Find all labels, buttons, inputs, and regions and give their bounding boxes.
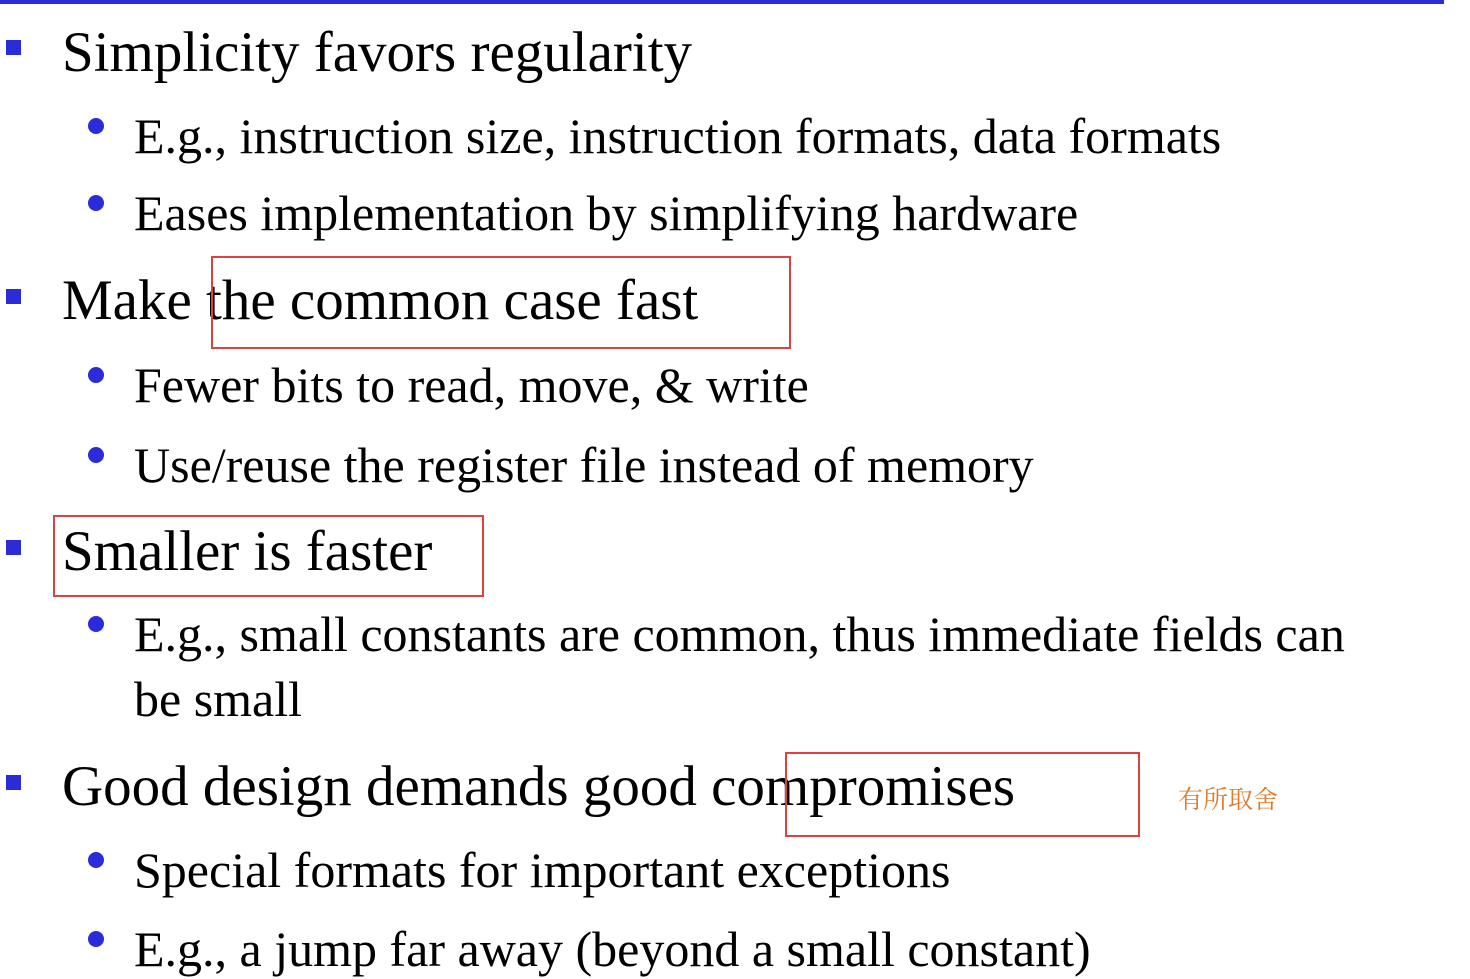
highlighted-text: the common case fast: [206, 269, 699, 332]
heading-smaller-is-faster: Smaller is faster: [62, 520, 433, 583]
sub-item: Eases implementation by simplifying hardware: [134, 185, 1079, 241]
sub-item: E.g., instruction size, instruction formats, data formats: [134, 108, 1222, 164]
sub-item: Fewer bits to read, move, & write: [134, 357, 809, 413]
dot-bullet-icon: [88, 447, 104, 463]
sub-item: Use/reuse the register file instead of memory: [134, 437, 1034, 493]
square-bullet-icon: [6, 775, 21, 790]
sub-item: E.g., a jump far away (beyond a small constant): [134, 921, 1091, 977]
dot-bullet-icon: [88, 118, 104, 134]
annotation-note: 有所取舍: [1178, 785, 1279, 814]
square-bullet-icon: [6, 40, 21, 55]
square-bullet-icon: [6, 540, 21, 555]
sub-item-continuation: be small: [134, 671, 303, 727]
highlight-box: [785, 752, 1140, 837]
top-rule: [0, 0, 1444, 4]
dot-bullet-icon: [88, 367, 104, 383]
highlight-box: [211, 256, 791, 349]
highlight-box: [53, 515, 484, 597]
highlighted-text: compromises: [711, 755, 1016, 818]
heading-prefix: Good design demands good: [62, 755, 712, 818]
dot-bullet-icon: [88, 195, 104, 211]
heading-prefix: Make: [62, 269, 207, 332]
sub-item: Special formats for important exceptions: [134, 842, 951, 898]
dot-bullet-icon: [88, 931, 104, 947]
sub-item: E.g., small constants are common, thus immediate fields can: [134, 606, 1345, 662]
dot-bullet-icon: [88, 852, 104, 868]
dot-bullet-icon: [88, 616, 104, 632]
square-bullet-icon: [6, 289, 21, 304]
heading-simplicity: Simplicity favors regularity: [62, 21, 693, 84]
